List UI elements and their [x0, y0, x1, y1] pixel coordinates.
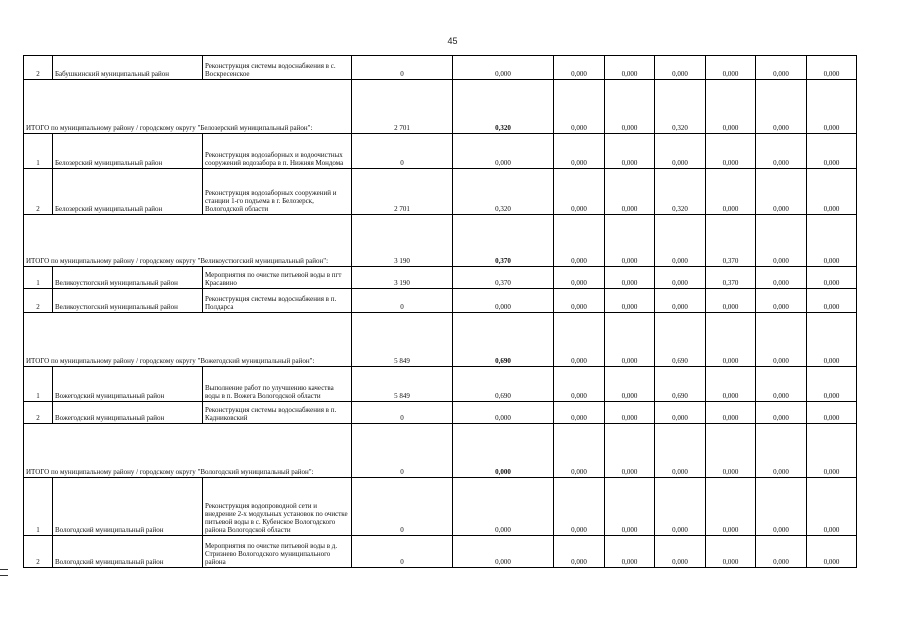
- row-number: 1: [24, 267, 53, 289]
- value-cell: 0,000: [605, 289, 655, 313]
- value-cell: 0,000: [605, 267, 655, 289]
- value-cell: 0,000: [756, 478, 807, 536]
- value-cell: 0,000: [605, 478, 655, 536]
- value-cell: 0,000: [756, 267, 807, 289]
- value-cell: 0,000: [554, 169, 605, 215]
- row-number: 2: [24, 169, 53, 215]
- value-cell: 0,320: [453, 169, 554, 215]
- table-row: [24, 367, 857, 402]
- value-cell: 0,000: [554, 402, 605, 424]
- row-number: 2: [24, 536, 53, 568]
- value-cell: 0,320: [655, 80, 706, 134]
- total-label: ИТОГО по муниципальному району / городскому округу "Вожегодский муниципальный район":: [24, 313, 352, 367]
- value-cell: 0,000: [706, 367, 756, 402]
- value-cell: 0,000: [655, 267, 706, 289]
- table-row: [24, 56, 857, 80]
- value-cell: 0,000: [655, 289, 706, 313]
- value-cell: 0,690: [453, 313, 554, 367]
- activity-name: Реконструкция водозаборных сооружений и станции 1-го подъема в г. Белозерск, Вологодской области: [203, 169, 352, 215]
- total-row: [24, 424, 857, 478]
- value-cell: 0,000: [655, 402, 706, 424]
- district-name: Вожегодский муниципальный район: [53, 367, 203, 402]
- total-label: ИТОГО по муниципальному району / городскому округу "Белозерский муниципальный район":: [24, 80, 352, 134]
- value-cell: 3 190: [352, 267, 453, 289]
- value-cell: 0,000: [807, 56, 857, 80]
- value-cell: 0,000: [756, 367, 807, 402]
- total-row: [24, 215, 857, 267]
- row-number: 1: [24, 478, 53, 536]
- value-cell: 0,000: [807, 536, 857, 568]
- value-cell: 0,000: [655, 536, 706, 568]
- value-cell: 0,000: [807, 424, 857, 478]
- value-cell: 0: [352, 134, 453, 169]
- value-cell: 0,000: [554, 367, 605, 402]
- activity-name: Мероприятия по очистке питьевой воды в пгт Красавино: [203, 267, 352, 289]
- value-cell: 0,000: [807, 367, 857, 402]
- district-name: Вологодский муниципальный район: [53, 478, 203, 536]
- value-cell: 0,000: [554, 478, 605, 536]
- value-cell: 0,000: [756, 134, 807, 169]
- value-cell: 0,690: [453, 367, 554, 402]
- value-cell: 0,000: [706, 402, 756, 424]
- value-cell: 0,000: [453, 478, 554, 536]
- value-cell: 0,000: [554, 536, 605, 568]
- value-cell: 3 190: [352, 215, 453, 267]
- value-cell: 0,000: [756, 169, 807, 215]
- value-cell: 0,320: [453, 80, 554, 134]
- value-cell: 0,000: [605, 402, 655, 424]
- value-cell: 0: [352, 289, 453, 313]
- value-cell: 0,000: [605, 169, 655, 215]
- value-cell: 0,000: [655, 478, 706, 536]
- total-row: [24, 313, 857, 367]
- value-cell: 0,000: [655, 215, 706, 267]
- value-cell: 0,000: [807, 289, 857, 313]
- value-cell: 2 701: [352, 80, 453, 134]
- total-label: ИТОГО по муниципальному району / городскому округу "Великоустюгский муниципальный район":: [24, 215, 352, 267]
- value-cell: 0,000: [756, 56, 807, 80]
- value-cell: 0,000: [554, 289, 605, 313]
- table-row: [24, 402, 857, 424]
- value-cell: 0,000: [756, 424, 807, 478]
- value-cell: 0,000: [706, 169, 756, 215]
- value-cell: 0,000: [605, 56, 655, 80]
- value-cell: 0,000: [807, 80, 857, 134]
- value-cell: 0,370: [706, 267, 756, 289]
- value-cell: 0,000: [706, 289, 756, 313]
- value-cell: 0,000: [756, 402, 807, 424]
- value-cell: 0,000: [655, 56, 706, 80]
- value-cell: 0,000: [807, 134, 857, 169]
- value-cell: 5 849: [352, 313, 453, 367]
- page-number: 45: [447, 36, 458, 46]
- district-name: Великоустюгский муниципальный район: [53, 267, 203, 289]
- value-cell: 0,000: [453, 424, 554, 478]
- value-cell: 0,000: [756, 313, 807, 367]
- activity-name: Выполнение работ по улучшению качества воды в п. Вожега Вологодской области: [203, 367, 352, 402]
- value-cell: 0,000: [655, 134, 706, 169]
- table-row: [24, 134, 857, 169]
- value-cell: 0,690: [655, 313, 706, 367]
- value-cell: 0,000: [655, 424, 706, 478]
- value-cell: 0,000: [453, 536, 554, 568]
- value-cell: 0,320: [655, 169, 706, 215]
- value-cell: 0,000: [807, 267, 857, 289]
- value-cell: 0,000: [453, 289, 554, 313]
- total-label: ИТОГО по муниципальному району / городскому округу "Вологодский муниципальный район":: [24, 424, 352, 478]
- value-cell: 0,000: [605, 536, 655, 568]
- row-number: 1: [24, 367, 53, 402]
- value-cell: 0,000: [706, 536, 756, 568]
- value-cell: 0,000: [605, 367, 655, 402]
- value-cell: 0,000: [453, 134, 554, 169]
- value-cell: 0,000: [706, 80, 756, 134]
- value-cell: 0,000: [807, 402, 857, 424]
- value-cell: 0: [352, 402, 453, 424]
- value-cell: 0,690: [655, 367, 706, 402]
- value-cell: 0,000: [554, 313, 605, 367]
- value-cell: 0,000: [756, 289, 807, 313]
- value-cell: 0,000: [605, 80, 655, 134]
- value-cell: 0,000: [605, 424, 655, 478]
- value-cell: 0,000: [554, 424, 605, 478]
- value-cell: 0,000: [554, 56, 605, 80]
- value-cell: 0: [352, 536, 453, 568]
- value-cell: 0,000: [453, 56, 554, 80]
- district-name: Бабушкинский муниципальный район: [53, 56, 203, 80]
- table-row: [24, 478, 857, 536]
- row-number: 2: [24, 289, 53, 313]
- value-cell: 5 849: [352, 367, 453, 402]
- district-name: Вологодский муниципальный район: [53, 536, 203, 568]
- value-cell: 0,370: [706, 215, 756, 267]
- value-cell: 2 701: [352, 169, 453, 215]
- table-row: [24, 289, 857, 313]
- activity-name: Реконструкция системы водоснабжения в п. Полдарса: [203, 289, 352, 313]
- row-number: 2: [24, 402, 53, 424]
- district-name: Великоустюгский муниципальный район: [53, 289, 203, 313]
- value-cell: 0: [352, 478, 453, 536]
- value-cell: 0,000: [554, 215, 605, 267]
- investment-table: [23, 55, 857, 568]
- value-cell: 0,000: [807, 313, 857, 367]
- value-cell: 0,000: [756, 80, 807, 134]
- value-cell: 0,000: [554, 267, 605, 289]
- margin-tick: [0, 569, 8, 570]
- activity-name: Реконструкция системы водоснабжения в п. Кадниковский: [203, 402, 352, 424]
- value-cell: 0,000: [605, 313, 655, 367]
- value-cell: 0,370: [453, 215, 554, 267]
- table-row: [24, 169, 857, 215]
- value-cell: 0,000: [807, 478, 857, 536]
- district-name: Белозерский муниципальный район: [53, 169, 203, 215]
- value-cell: 0,000: [706, 134, 756, 169]
- value-cell: 0,000: [807, 215, 857, 267]
- district-name: Белозерский муниципальный район: [53, 134, 203, 169]
- value-cell: 0,000: [756, 215, 807, 267]
- table-row: [24, 267, 857, 289]
- value-cell: 0: [352, 56, 453, 80]
- activity-name: Реконструкция водозаборных и водоочистных сооружений водозабора в п. Нижняя Мондома: [203, 134, 352, 169]
- value-cell: 0,000: [554, 134, 605, 169]
- value-cell: 0: [352, 424, 453, 478]
- value-cell: 0,000: [706, 313, 756, 367]
- activity-name: Реконструкция системы водоснабжения в с. Воскресенское: [203, 56, 352, 80]
- table-row: [24, 536, 857, 568]
- activity-name: Мероприятия по очистке питьевой воды в д. Стризнево Вологодского муниципального района: [203, 536, 352, 568]
- row-number: 1: [24, 134, 53, 169]
- value-cell: 0,000: [706, 56, 756, 80]
- value-cell: 0,000: [706, 478, 756, 536]
- value-cell: 0,000: [605, 134, 655, 169]
- margin-tick: [0, 575, 8, 576]
- row-number: 2: [24, 56, 53, 80]
- value-cell: 0,370: [453, 267, 554, 289]
- value-cell: 0,000: [453, 402, 554, 424]
- value-cell: 0,000: [756, 536, 807, 568]
- value-cell: 0,000: [706, 424, 756, 478]
- district-name: Вожегодский муниципальный район: [53, 402, 203, 424]
- activity-name: Реконструкция водопроводной сети и внедрение 2-х модульных установок по очистке питьевой воды в с. Кубенское Вологодского района Вологодской области: [203, 478, 352, 536]
- total-row: [24, 80, 857, 134]
- value-cell: 0,000: [807, 169, 857, 215]
- value-cell: 0,000: [605, 215, 655, 267]
- value-cell: 0,000: [554, 80, 605, 134]
